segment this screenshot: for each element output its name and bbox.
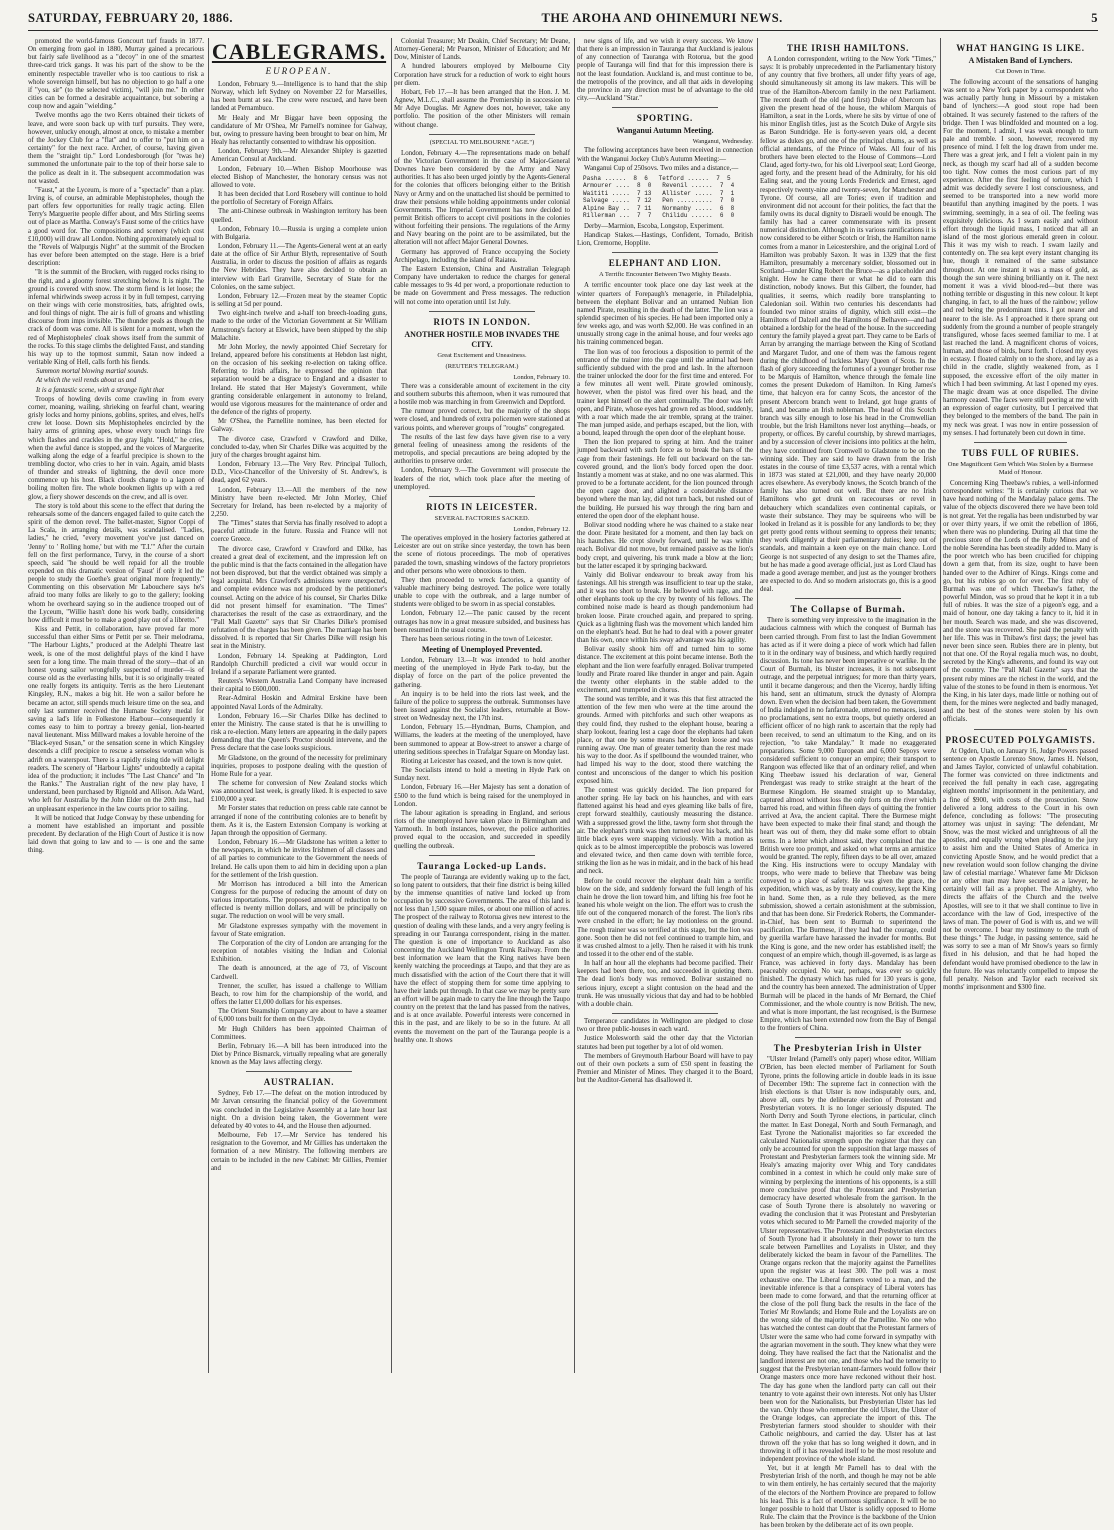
divider: [429, 496, 535, 497]
article-subheadline: A Mistaken Band of Lynchers.: [968, 56, 1073, 65]
cable-item: London, February 14. Speaking at Paddington, Lord Randolph Churchill predicted a civil war would occur in Ireland if a separate Parliament were granted.: [211, 652, 387, 676]
article-paragraph: Troops of howling devils come crawling in from every corner, moaning, wailing, shrieking on fearful chant, wearing grisly locks and horny pinions, goblins, sprites, and elves, hell's crew let loose. Down sits Mephistopheles encircled by the hairy arms of grinning apes, whose every touch brings fire which flashes and crackles in the gray light. "Hold," he cries, when the awful dance is stopped, and the voices of Marguerite walking along the edge of a fearful precipice is shown to the trembling doctor, who cries to her in vain. Again, amid blasts of thunder and streaks of lightning, the devil once more commence up his host. Black clouds change to a lagoon of boiling molten fire. The whole bookmen lights up with a red glow, a fiery shower descends on the crew, and all is over.: [28, 395, 204, 501]
article-paragraph: They then proceeded to wreck factories, a quantity of valuable machinery being destroyed. The police were totally unable to cope with the outbreak, and a large number of students were obliged to be sworn in as special constables.: [394, 576, 570, 609]
column-1: [28, 38, 204, 1373]
article-subheadline: One Magnificent Gem Which Was Stolen by a Burmese Maid of Honour.: [947, 460, 1094, 476]
article-paragraph: The lion was of too ferocious a disposition to permit of the entrance of the trainer into the cage until the animal had been sufficiently subdued with the prod and lash. In the afternoon the trainer unlocked the door for the first time and entered. For a few minutes all went well. Pirate growled ominously, however, when the pistol was fired over his head, and the trainer kept himself on the alert continually. The door was left open, and Pirate, whose eyes had grown red as blood, suddenly, with a roar which made the air tremble, sprang at the trainer. The man jumped aside, and perhaps escaped, but the lion, with a bound, leaped through the open door of the elephant house.: [577, 348, 753, 438]
column-rule: [208, 38, 209, 1373]
cable-item: Two eight-inch twelve and a-half ton breech-loading guns, made to the order of the Victorian Government at Sir William Armstrong's factory at Elswick, have been shipped by the ship Malachite.: [211, 310, 387, 342]
cable-item: The anti-Chinese outbreak in Washington territory has been quelled.: [211, 208, 387, 224]
divider: [612, 107, 718, 108]
article-source: (REUTER'S TELEGRAM.): [445, 362, 519, 370]
article-subheadline: ANOTHER HOSTILE MOB INVADES THE CITY.: [404, 329, 560, 349]
masthead-date: SATURDAY, FEBRUARY 20, 1886.: [28, 10, 234, 25]
article-paragraph: It will be noticed that Judge Conway by these unbending for a moment have established an important and possible precedent. By declaration of the High Court of Justice it is now laid down that going to law and to — is one and the same thing.: [28, 814, 204, 855]
article-paragraph: The following account of the sensations of hanging was sent to a New York paper by a correspondent who was actually partly hung in Missouri by a mistaken band of lynchers:—A good stout rope had been obtained. It was securely fastened to the rafters of the bridge. Then I was blindfolded and mounted on a log. For the moment, I admit, I was weak enough to turn pale and tremble. I soon, however, recovered my presence of mind. I felt the log drawn from under me. There was a great jerk, and I felt a violent pain in my neck, as though my scarf had all of a sudden become too tight. Now comes the most curious part of my experience. After the first feeling of torture, which I admit was decidedly severe I lost consciousness, and seemed to be transported into a new world more beautiful than anything imagined by the poets. I was swimming, seemingly, in a sea of oil. The feeling was exquisitely delicious. As I swam easily and without effort through the liquid mass, I noticed that all an island of the most glorious emerald green in colour. This it was my wish to reach. I swam lazily and contentedly on. The sea kept every instant changing its hue, though it remained of the same substance throughout. At one instant it was a mass of gold, as though the sun were shining brilliantly on it. The next moment it was a vivid blood-red—but there was nothing terrible or disgusting in this new colour. It kept changing, in fact, to all the hues of the rainbow; yellow and red being the predominant tints. I got nearer and nearer to the isle. As I approached it there sprang out suddenly from the ground a number of people strangely transfigured, whose faces seemed familiar to me. I at last reached the land. A magnificent chorus of voices, human, and those of birds, burst forth. I closed my eyes in ecstasy. I floated calmly on to the shore, and lay as a child in the cradle, slightly weakened from, as I supposed, the excessive effort of the oily matter in which I had been swimming. At last I opened my eyes. The magic dream was at once dispelled. The divine harmony ceased. The faces were still peering at me with an expression of eager curiosity, but I perceived that they belonged to the members of the band. The pain in my neck was great. I was now in entire possession of my senses. I had fortunately been cut down in time.: [943, 79, 1098, 437]
article-paragraph: At Ogden, Utah, on January 16, Judge Powers passed sentence on Apostle Lorenzo Snow, James H. Nelson, and James Taylor, convicted of unlawful cohabitation. The former was convicted on three indictments and received the full penalty in each case, aggregating eighteen months' imprisonment in the penitentiary, and a fine of $900, with costs of the prosecution. Snow delivered a long address to the Court in his own defence, concluding as follows: "The prosecuting attorney was unjust in saying: 'The defendant, Mr Snow, was the most wicked and unrighteous of all the apostles, and equally wrong when pleading to the jury to assist him and the United States of America in convicting Apostle Snow, and he would predict that a new revelation would soon follow changing the divine law of celestial marriage.' Whatever fame Mr Dickson or any other man may have secured as a lawyer, he certainly will fail as a prophet. The Almighty, who directs the affairs of the Church and the twelve Apostles, will see to it that we shall continue to live in accordance with the law of God, irrespective of the laws of man. The power of God is with us, and we will not be overcome. I bear my testimony to the truth of these things." The Judge, in passing sentence, said he was sorry to see a man of Mr Snow's years so firmly fixed in his delusion, and that he had hoped the defendant would have promised obedience to the law in the future. He was reluctantly compelled to impose the full penalty. Nelson and Taylor each received six months' imprisonment and $300 fine.: [943, 747, 1098, 992]
divider: [612, 252, 718, 253]
article-paragraph: There is something very impressive to the imagination in the audacious calmness with which the conquest of Burmah has been carried through. From first to last the Indian Government has acted as if it were doing a piece of work which had fallen to it in the ordinary way of business, and which hardly required discussion. Its tone has never been imperative or warlike. In the Court of Burmah, its bluster increases, it is not subsequent outrage, and the perpetual intrigues; for more than thirty years, until it became dangerous; and then the Viceroy, hardly lifting his hand, sent an ultimatum, struck the dynasty of Alompra down. Even when the decision had been taken, the Government of India indulged in no fanfaronade, uttered no menaces, issued no proclamations, sent no extra troops, but quietly ordered an efficient officer of no high rank to ascertain that the reply had been received, to send an ultimatum to the King, and on its rejection, "to take Mandalay." It made no exaggerated preparations. Some 9,000 European and 6,000 Sepoys were considered sufficient to conquer an empire; their transport to Rangoon was effected like that of an ordinary relief, and when King Theebaw issued his declaration of war, General Prendergast was ready to strike straight at the heart of the Burmese Kingdom. He steamed straight up to Mandalay, captured almost without loss the only forts on the river which barred his road, and within fifteen days of quitting the frontier arrived at Ava, the ancient capital. There the Burmese might have been expected to make their final stand; and though the heart was out of them, they did make some effort to obtain terms. In a letter which almost said, they complained that the British were too prompt, and asked on what terms an armistice would be granted. The reply, fifteen days to be all over, amazed the King. His instructions were to occupy Mandalay with troops, who were made to believe that Theebaw was being conveyed to a place of safety. He was given the grace, the expedition, which was, as by treaty and courtesy, kept the King in hand. Some then, as a rule they believed, as the mere submission, showed a certain astonishment at the submission, and that has been done. Sir Frederick Roberts, the Commander-in-Chief, has been sent to Burmah to superintend the pacification. The Burmese, if they had had the courage, could by guerilla warfare have harassed the invader for months. But the King is gone, and the new order has established itself; the conquest of an empire which, though ill-governed, is as large as France, was achieved in forty days. Mandalay has been peaceably occupied. No war, perhaps, was ever so quickly finished. The dynasty which has ruled for 130 years is gone, and the country has been annexed. The administration of Upper Burmah will be placed in the hands of Mr Bernard, the Chief Commissioner, and the whole country is now British. The new, and what is more important, the last recognised, is the Burmese Empire, which has been extended now from the Bay of Bengal to the frontiers of China.: [760, 617, 936, 1033]
article-headline: PROSECUTED POLYGAMISTS.: [945, 734, 1096, 745]
cable-item: London, February 10.—Russia is urging a complete union with Bulgaria.: [211, 225, 387, 241]
article-paragraph: Vainly did Bolivar endeavour to break away from his fastenings. All his strength was insufficient to tear up the stake, and it was too short to break. He bellowed with rage, and the other elephants took up the cry by twenty of his fellows. The combined noise made is heard as though pandemonium had broken loose. Pirate crouched again, and prepared to spring. Quick as a lightning flash was the movement which landed him on the elephant's head. But he had to deal with a power greater than his own, once within his sway advantage was his agility.: [577, 571, 753, 645]
article-paragraph: "Faust," at the Lyceum, is more of a "spectacle" than a play. Irving is, of course, an admirable Mephistopheles, though the part offers few opportunities for really tragic acting. Ellen Terry's Marguerite people differ about, and Mrs Stirling seems out of place as Martha. Conway's Faust some of the critics have a good word for. The compositions and scenery (which cost £10,000) will draw all London. Nothing approximately equal to the "Revels of Walpurgis Night" at the summit of the Brocken has ever before been attempted on the stage. Here is a brief description:: [28, 186, 204, 268]
divider: [246, 1071, 352, 1072]
article-subheadline: A Terrific Encounter Between Two Mighty Beasts.: [599, 271, 731, 279]
page-number: 5: [1091, 10, 1098, 25]
article-paragraph: The sound was terrible, and it was this that first attracted the attention of the few men who were at the time around the grounds. Armed with pitchforks and such other weapons as they could find, they rushed to the elephant house, bearing a sharp lookout, fearing lest a cage door the elephants had taken place, or that one by some means had broken loose and was running away. One man of greater temerity than the rest made his way to the door. As if spellbound the wounded trainer, who had limped his way to the door, stood there watching the contest and unconscious of the danger to which his position exposed him.: [577, 696, 753, 785]
section-heading: AUSTRALIAN.: [263, 1077, 335, 1088]
masthead: [28, 8, 1098, 28]
article-headline: THE IRISH HAMILTONS.: [786, 43, 910, 53]
article-paragraph: In half an hour all the elephants had become pacified. Their keepers had been there, too, and succeeded in quieting them. The dead lion's body was removed. Bolivar sustained no serious injury, except a slight contusion on the head and the trunk. He was unusually vicious that day and had to be hobbled with a double chain.: [577, 960, 753, 1008]
column-5: [760, 38, 936, 1530]
article-headline: The Presbyterian Irish in Ulster: [773, 1043, 923, 1054]
cable-item: The Corporation of the city of London are arranging for the reception of notables visiting the Indian and Colonial Exhibition.: [211, 939, 387, 964]
cable-item: Mr Gladstone, on the ground of the necessity for preliminary inquiries, proposes to postpone dealing with the question of Home Rule for a year.: [211, 754, 387, 778]
article-paragraph: Rioting at Leicester has ceased, and the town is now quiet.: [401, 757, 563, 765]
cable-item: London, February 12.—Frozen meat by the steamer Coptic is selling at 5d per pound.: [211, 292, 387, 309]
column-3: [394, 38, 570, 1373]
article-paragraph: Handicap Stakes.—Hastings, Confident, Tornado, British Lion, Cremorne, Hopplite.: [577, 232, 753, 248]
cable-item: Mr O'Shea, the Parnellite nominee, has been elected for Galway.: [211, 418, 387, 434]
article-paragraph: The members of Greymouth Harbour Board will have to pay out of their own pockets a sum of £50 spent in feasting the Premier and Minister of Mines. They charged it to the Board, but the Auditor-General has disallowed it.: [577, 1052, 753, 1085]
article-paragraph: The Socialists intend to hold a meeting in Hyde Park on Sunday next.: [394, 767, 570, 783]
article-paragraph: The story is told about this scene to the effect that during the rehearsals some of the dancers engaged failed to quite catch the spirit of the demon revel. The ballet-master, Signor Coppi of La Scala, in arranging details, was scandalised. "Ladies, ladies," he cried, "every movement you've just danced on 'Jenny' to ' Rolling home,' but with me 'T.I.'" After the curtain fell on the first performance, Turvy, in the course of a short speech, said "he should be well repaid for all the trouble expended on this dramatic version of 'Faust' if only it led the people to study the Goethe's great original more frequently." Commenting on this observation Mr Labouchere says he's afraid too many folks are likely to go to the gallery; looking whom he overheard saying so in the audience trooped out of the Lyceum, "Willie hasn't done his work badly, considering how difficult it must be to make a good play out of a libretto.": [28, 502, 204, 624]
poem-line: Summon mortal blowing martial sounds.: [36, 368, 149, 376]
article-subheadline: Meeting of Unemployed Prevented.: [421, 645, 543, 655]
article-paragraph: Then the lion prepared to spring at him. And the trainer jumped backward with such force as to break the bars of the cage from their fastenings. He fell out backward on the tan-covered ground, and the lion's body forced open the door. Instantly a moment was at stake, and no one was alarmed. This proved to be a fortunate accident, for the lion pounced through the open cage door, and alighted a considerable distance beyond where the man lay, did not turn back, but rushed out of the building. He pursued his way through the ring barn and entered the open door of the elephant house.: [577, 439, 753, 520]
article-deck: Great Excitement and Uneasiness.: [437, 351, 527, 359]
cable-item: It has been decided that Lord Rosebery will continue to hold the portfolio of Secretary of Foreign Affairs.: [211, 191, 387, 207]
article-headline: RIOTS IN LEICESTER.: [426, 501, 538, 512]
article-headline: The Collapse of Burmah.: [790, 604, 906, 615]
article-paragraph: London, February 13.—It was intended to hold another meeting of the unemployed in Hyde Park to-day, but the display of force on the part of the police prevented the gathering.: [394, 657, 570, 689]
article-paragraph: "Ulster Ireland (Parnell's only paper) whose editor, William O'Brien, has been elected member of Parliament for South Tyrone, prints the following article in double leads in its issue of December 19th: The supreme fact in connection with the Irish elections is that Ulster is now indisputably ours, and, above all, ours by the deliberate election of Protestant and Presbyterian voters. It is no longer seriously disputed. The North Derry and South Tyrone elections, in particular, clinch the matter. In East Donegal, North and South Fermanagh, and East Tyrone the Nationalist majorities so far exceeded the calculated Nationalist strength upon the register that they can only be accounted for upon the supposition that large masses of Protestant and Presbyterian farmers took the winning side. Mr Healy's amazing majority over Whig and Tory candidates combined in a contest in which he could only make sure of winning by perplexing the intentions of his opponents, is a still more conclusive proof that the Protestant and Presbyterian democracy have deserted wholesale from the garrison. In the case of South Tyrone there is absolutely no wavering or evading the conclusion that it was Protestant and Presbyterian votes which secured to Mr Parnell the crowded majority of the Ulster representatives. The Protestant and Presbyterian electors of South Tyrone had it absolutely in their power to turn the scale between Parnellites and Loyalists in Ulster, and they deliberately kicked the beam in favour of the Parnellites. The Orange organs reckon that the majority against the Parnellites upon the register was at least 300. The poll was a most exhaustive one. The Liberal farmers voted to a man, and the inevitable inference is that a conspiracy of Liberal voters has been made to come forward, and that the returning officer at the close of the poll flung back the results in the face of the Tories' Mr Rowlands; and Home Rule and the Loyalists are on the wrong side of the majority of the Parnellite. No one who has watched the contest can doubt that the Protestant farmers of Ulster were the same who had come forward in sympathy with the agrarian movement in the south. They knew what they were doing. They have realised the fact that the Nationalist and the landlord interest are not one, and those who had the temerity to suggest that the Presbyterian tenant-farmers would follow their Orange masters once more have reckoned without their host. The day has gone when the landlord party can call out their tenantry to vote against their own interests. Not only has Ulster been won for the Nationalists, but Presbyterian Ulster has led the van. Only those who remember the old Ulster, the Ulster of the Orange lodges, can appreciate the import of this. The Presbyterian farmers stood shoulder to shoulder with their Catholic neighbours, and carried the day. Ulster has at last thrown off the yoke that has so long weighed it down, and in throwing it off it has revealed itself to be the most resolute and independent province of the whole island.: [760, 1056, 936, 1463]
article-paragraph: Bolivar stood nodding where he was chained to a stake near the door. Pirate hesitated for a moment, and then lay back on his haunches. He crept slowly forward, until he was within reach. Bolivar did not move, but remained passive as the lion's body crept, and quivering, his trunk made a blow at the lion; but the latter escaped it by springing backward.: [577, 521, 753, 570]
cable-item: Sydney, Feb 17.—The defeat on the motion introduced by Mr Jarvan censuring the financial policy of the Government was concluded in the Legislative Assembly at a late hour last night. On a division being taken, the Government were defeated by 40 votes to 44, and the House then adjourned.: [211, 1090, 387, 1130]
divider: [974, 729, 1067, 730]
cable-item: Mr Gladstone expresses sympathy with the movement in favour of State emigration.: [211, 922, 387, 938]
masthead-title: THE AROHA AND OHINEMURI NEWS.: [541, 10, 783, 25]
article-subheadline: SEVERAL FACTORIES SACKED.: [434, 514, 530, 522]
article-paragraph: An inquiry is to be held into the riots last week, and the failure of the police to suppress the outbreak. Summonses have been issued against the Socialist leaders, returnable at Bow-street on Wednesday next, the 17th inst.: [394, 690, 570, 723]
divider: [429, 855, 535, 856]
dateline: London, February 12.: [513, 525, 570, 533]
dateline: Wanganui, Wednesday.: [692, 138, 753, 146]
column-rule: [757, 38, 758, 1373]
cable-item: A hundred labourers employed by Melbourne City Corporation have struck for a reduction of work to eight hours per diem.: [394, 63, 570, 87]
cable-item: The death is announced, at the age of 73, of Viscount Cardwell.: [211, 965, 387, 981]
divider: [612, 1013, 718, 1014]
article-paragraph: There was a considerable amount of excitement in the city and southern suburbs this afternoon, when it was rumoured that a hostile mob was marching in from Greenwich and Deptford.: [394, 382, 570, 407]
article-paragraph: The following acceptances have been received in connection with the Wanganui Jockey Club's Autumn Meeting:—: [577, 147, 753, 163]
section-heading: SPORTING.: [636, 113, 694, 124]
cable-item: London, February 4.—The representations made on behalf of the Victorian Government in the case of Major-General Downes have been considered by the Army and Navy authorities. It has also been urged jointly by the Agents-General for the colonies that officers belonging either to the British Navy or Army and on the unattached list should be permitted to draw their pensions while holding appointments under colonial Governments. The Imperial Government has now decided to permit British officers to accept civil positions in the colonies without forfeiting their pensions. The regulations of the Army and Navy bearing on the point are to be assimilated, but the alteration will not affect Major General Downes.: [394, 149, 570, 247]
article-paragraph: Justice Molesworth said the other day that the Victorian statutes had been put together by a lot of old women.: [577, 1035, 753, 1051]
cable-item: Reuters's Western Australia Land Company have increased their capital to £600,000.: [211, 678, 387, 694]
article-paragraph: The operatives employed in the hosiery factories gathered at Leicester are out on strike since yesterday, the town has been the scene of riotous proceedings. The mob of operatives paraded the town, smashing windows of the factory proprietors and other persons who were obnoxious to them.: [394, 535, 570, 575]
cable-item: London, February 13.—The Very Rev. Principal Tulloch, D.D., Vice-Chancellor of the University of St. Andrew's, is dead, aged 62 years.: [211, 461, 387, 485]
cable-item: Hobart, Feb 17.—It has been arranged that the Hon. J. M. Agnew, M.L.C., shall assume the Premiership in succession to Mr Adye Douglas. Mr Agnew does not, however, take any portfolio. The position of the other Ministers will remain without change.: [394, 88, 570, 129]
cable-item: London, February 10.—When Bishop Moorhouse was elected Bishop of Manchester, the honorary census was not allowed to vote.: [211, 165, 387, 189]
column-rule: [391, 38, 392, 1373]
article-paragraph: London, February 16.—Her Majesty has sent a donation of £500 to the fund which is being raised for the unemployed in London.: [394, 784, 570, 808]
cable-item: London, February 11.—The Agents-General went at an early date at the office of Sir Arthur Blyth, representative of South Australia, in order to discuss the position of affairs as regards the New Hebrides. They have also decided to obtain an interview with Earl Granville, Secretary of State for the Colonies, on the same subject.: [211, 242, 387, 291]
cable-item: Colonial Treasurer; Mr Deakin, Chief Secretary; Mr Deane, Attorney-General; Mr Pearson, Minister of Education; and Mr Dow, Minister of Lands.: [394, 38, 570, 62]
article-paragraph: The people of Tauranga are evidently waking up to the fact, so long patent to outsiders, that their fine district is being killed by the immense quantities of native land locked up from occupation by successive Governments. The area of this land is not less than 1,500 square miles, or about one million of acres. The prospect of the railway to Rotorua gives new interest to the question of dealing with these lands, and a very angry feeling is spreading in our Tauranga correspondent, rising in the matter. The question is one of importance to Auckland as also concerning the Auckland Wellington Trunk Railway. From the best information we learn that the King natives have been keenly watching the proceedings at Taupo, and that they are as much dissatisfied with the action of the Court there that it will have the effect of stopping them for some time applying to have their lands put through. In that case we may be pretty sure an effort will be again made to carry the line through the Taupo country on the pretext that the land has passed from the natives, and is at once available. Powerful interests were concerned in this in the past, and are likely to be so in the future. At all events the movement on the part of the Tauranga people is a healthy one. It shows: [394, 873, 570, 1044]
acceptances-table: Pasha ...... 8 6 Tetford ...... 7 5 Armourer .... 8 0 Revenil ...... 7 4 Waititi ..... 7 13 Allister ..... 7 1 Salvage ..... 7 12 Pen .......... 7 0 Alpine Bay .. 7 11 Normanby ..... 6 8 Rillerman ... 7 7 Chilidu ...... 6 0: [583, 174, 735, 220]
masthead-rule: [28, 30, 1098, 31]
column-4: [577, 38, 753, 1373]
article-paragraph: Before he could recover the elephant dealt him a terrific blow on the side, and suddenly forward the full length of his chain he drove the lion toward him, and lifting his free foot he leaned his whole weight on the lion. The effort was to crush the life out of the conquered monarch of the forest. The lion's ribs were crushed in the effort; he lay motionless on the ground. The rough trainer was so terrified at this stage, but the lion was gone. Soon then he did not feel continued to trample him, and it was crushed almost to a jelly. Then he raised it with his trunk and tossed it to the other end of the stable.: [577, 877, 753, 958]
section-subheading: (SPECIAL TO MELBOURNE "AGE."): [429, 138, 535, 146]
divider: [974, 442, 1067, 443]
section-subheading: EUROPEAN.: [265, 66, 333, 76]
cable-item: Mr Hugh Childers has been appointed Chairman of Committees.: [211, 1025, 387, 1041]
article-headline: Tauranga Locked-up Lands.: [417, 860, 547, 871]
divider: [429, 311, 535, 312]
column-7: [943, 38, 1098, 1373]
article-paragraph: There has been serious rioting in the town of Leicester.: [401, 635, 553, 643]
cable-item: The "Times" states that Servia has finally resolved to adopt a peaceful attitude in the future. Russia and France will not coerce Greece.: [211, 520, 387, 544]
cable-item: The Orient Steamship Company are about to have a steamer of 6,000 tons built for them on the Clyde.: [211, 1008, 387, 1024]
column-rule: [574, 38, 575, 1373]
article-subheadline: Wanganui Autumn Meeting.: [616, 126, 714, 136]
cable-item: Mr John Morley, the newly appointed Chief Secretary for Ireland, appeared before his constituents at Hebdon last night, on the occasion of his seeking re-election on taking office. Referring to Irish affairs, he expressed the opinion that separation would be a disgrace to England and a disaster to Ireland. He stated that Her Majesty's Government, while granting considerable enlargement in autonomy to Ireland, would use vigorous measures for the maintenance of order and the defence of the rights of property.: [211, 343, 387, 417]
column-2: [211, 38, 387, 1373]
article-paragraph: Bolivar easily shook him off and turned him to some distance. The excitement at this point became intense. Both the elephant and the lion were fearfully enraged. Bolivar trumpeted loudly and Pirate roared like thunder in anger and pain. Again the twenty other elephants in the stable added to the excitement, and trumpeted in chorus.: [577, 646, 753, 694]
article-paragraph: London, February 9.—The Government will prosecute the leaders of the riot, which took place after the meeting of unemployed.: [394, 467, 570, 491]
article-paragraph: new signs of life, and we wish it every success. We know that there is an impression in Tauranga that Auckland is jealous of any connection of Tauranga with Rotorua, but the good people of Tauranga will find that for this impression there is not the least foundation. Auckland is, and must continue to be, the metropolis of the province, and all that aids in developing the province in any direction must be of advantage to the old city.—Auckland "Star.": [577, 38, 753, 103]
section-heading: CABLEGRAMS.: [211, 39, 387, 64]
divider: [795, 598, 901, 599]
poem-line: It is a fantastic scene, with a strange light that: [36, 386, 164, 394]
article-paragraph: A London correspondent, writing to the New York "Times," says: It is probably unprecedented in the Parliamentary history of any country that five brothers, all under fifty years of age, should simultaneously sit among its law makers. This will be true of the Hamilton-Abercorn family in the next Parliament. The recent death of the old (and first) Duke of Abercorn has given the present head of the house, the whilom Marquis of Hamilton, a seat in the Lords, where he sits by virtue of one of his minor English titles, just as the Scotch Duke of Argyle sits as Baron Sundridge. He is forty-seven years old, a decent fellow as dukes go, and one of the principal chums, as well as official attendants, of the Prince of Wales. All four of his brothers have been elected to the House of Commons—Lord Claud, aged forty-two, for his old Liverpool seat; Lord George, aged forty, and the present head of the Admiralty, for his old Ealing seat, and the young Lords Frederick and Ernest, aged respectively twenty-nine and twenty-seven, for Manchester and Tyrone. Of course, all are Tories; even if tradition and environment did not account for their politics, the fact that the family owns its ducal dignity to Disraeli would be enough. The family has had a career commensurate with its present numerical distinction. Although in its various ramifications it is now considered to be either Scotch or Irish, the Hamilton name comes from a manor in Leicestershire, and the original Lord of Hamilton was probably Saxon. It was in 1329 that the first Hamilton, presumably a mercenary soldier, blossomed out in Scotland—under King Robert the Bruce—as a placeholder and knight. How he came there or what he did to earn this distinction, nobody knows. But this Gilbert, the founder, had qualities, it seems, which readily bore transplanting to Caledonian soil. Within two centuries his descendants had founded two minor strains of dignity, which still exist—the Hamiltons of Dalzell and the Hamiltons of Belhaven—and had obtained a lordship for the head of the house. In the succeeding century the family played a great part. They came to be Earls of Arran by arranging the marriage between the King of Scotland and Margaret Tudor, and one of them was the famous regent during the childhood of luckless Mary Queen of Scots. In the flash of glory succeeding the fortunes of a younger brother rose to be Marquis of Hamilton, whence through the female line comes the present Dukedom of Hamilton. In King James's time, that halcyon era for canny Scots, the ancestor of the present Abercorn branch went to Ireland, got huge grants of land, and became an Irish nobleman. The head of this Scotch branch was silly enough to lose his head in the Cromwellian trouble, but the Irish Hamiltons never lost anything—heads, or property, or offices. By careful courtship, by shrewd marriages, and by a succession of clever incisions into politics at the helm, they have continued from Cromwell to Gladstone to be on the winning side. They are said to have drawn from the Irish estates in the course of time £3,537 acres, with a rental which in 1873 was stated at £21,000, and they have nearly 20,000 acres elsewhere. As everybody knows, the Scotch branch of the family has also turned out well. But there are no Irish Hamiltons who get drunk on racecourses or revel in debauchery which scandalizes even continental capitals, or waste their substance. They may be squireens who will be looked in Ireland as it is possible for any landlords to be; they get pretty good rents without seeming to oppress their tenants; they work diligently at their parliamentary duties; keep out of scandals, and maintain a keen eye on the main chance. Lord George is not suspected of any design to set the Thames afire, but he has made a good average official, just as Lord Claud has made a good average member, and just as the younger brothers are expected to do. And so modern aristocrats go, this is a good deal.: [760, 56, 936, 594]
article-paragraph: The rumour proved correct, but the majority of the shops were closed, and hundreds of extra policemen were stationed at various points, and wherever groups of "roughs" congregated.: [394, 408, 570, 432]
cable-item: Rear-Admiral Hoskin and Admiral Erskine have been appointed Naval Lords of the Admiralty.: [211, 695, 387, 711]
divider: [795, 1037, 901, 1038]
cable-item: Berlin, February 16.—A bill has been introduced into the Diet by Prince Bismarck, virtually repealing what are generally known as the May laws affecting clergy.: [211, 1042, 387, 1067]
divider: [429, 134, 535, 135]
cable-item: Melbourne, Feb 17.—Mr Service has tendered his resignation to the Governor, and Mr Gillies has undertaken the formation of a new Ministry. The following members are certain to be included in the new Cabinet: Mr Gillies, Premier and: [211, 1132, 387, 1172]
cable-item: The Eastern Extension, China and Australian Telegraph Company have undertaken to reduce the charges for general cable messages to 9s 4d per word, a proportionate reduction to be made on Government and Press messages. The reduction will not come into operation until 1st July.: [394, 265, 570, 306]
article-paragraph: "It is the summit of the Brocken, with rugged rocks rising to the right, and a gloomy forest stretching below. It is night. The ground is covered with snow. The storm fiend is let loose; the infernal whirlwinds sweep across it by in full tempest, carrying on their wings with cerie monstrosities, bats, afrighted owls, and foul things of night. The air is full of groans and whistling discourse from imps invisible. The thunder peals as though the crack of doom was come. All is silent for a moment, when the red of Mephistopheles' cloak shows itself from the summit of the rocks. To this stage climbs the delighted Faust, and standing his way up to the topmost summit, Satan now indeed a veritable King of Hell, calls forth his fiends.: [28, 269, 204, 367]
article-deck: Cut Down in Time.: [995, 68, 1046, 75]
dateline: London, February 10.: [513, 373, 570, 381]
article-paragraph: Yet, but it at length Mr Parnell has to deal with the Presbyterian Irish of the north, and though he may not be able to win them entirely, he has certainly secured that the majority of the electors of the Northern Province are prepared to follow his lead. This is a fact of enormous significance. It will be no longer possible to hold that Ulster is solidly opposed to Home Rule. The claim that the Province is the backbone of the Union has been broken by the deliberate act of its own people.: [760, 1465, 936, 1530]
article-paragraph: The results of the last few days have given rise to a very general feeling of uneasiness among the residents of the metropolis, and special precautions are being adopted by the authorities to preserve order.: [394, 433, 570, 466]
cable-item: London, February 9.—Intelligence is to hand that the ship Norway, which left Sydney on November 22 for Marseilles, has been burnt at sea. The crew were rescued, and have been landed at Pernambuco.: [211, 81, 387, 113]
article-paragraph: Wanganui Cup of 250sovs. Two miles and a distance,—: [584, 164, 739, 172]
article-paragraph: The contest was quickly decided. The lion prepared for another spring. He lay back on his haunches, and with ears flattened against his head and eyes gleaming like balls of fire, crept forward stealthily, cautiously measuring the distance. With a suppressed growl the lithe, tawny form shot through the air. The elephant's trunk was then turned over his back, and his little black eyes were snapping viciously. With a motion as quick as to be almost imperceptible the proboscis was lowered and elevated twice, and then came down with terrible force, striking the lion as he was in midair, and in the back of his head and neck.: [577, 786, 753, 876]
article-paragraph: Derby—Marmion, Escoba, Longstop, Experiment.: [584, 222, 724, 230]
cable-item: London, February 9th.—Mr Alexander Shipley is gazetted American Consul at Auckland.: [211, 148, 387, 164]
cable-item: The divorce case, Crawford v Crawford and Dilke, has created a great deal of excitement, and the impression left on the public mind is that the facts contained in the allegation have not been disproved, but that the verdict obtained was simply a legal acquittal. Mrs Crawford's admissions were unexpected, and complete evidence was not produced by the petitioner's counsel. Acting on the advice of his counsel, Sir Charles Dilke did not present himself for examination. "The Times" characterises the result of the case as extraordinary, and the "Pall Mall Gazette" says that Sir Charles Dilke's promised refutation of the charges has been given. The marriage has been dissolved. It is reported that Sir Charles Dilke will resign his seat in the Ministry.: [211, 545, 387, 651]
article-paragraph: promoted the world-famous Goncourt turf frauds in 1877. On emerging from gaol in 1880, Murray gained a precarious but fairly safe livelihood as a "decoy" in one of the smartest three-card trick gangs. It was his part of the show to be the eminently respectable traveller who is too cautious to risk a whole sovereign himself, but has no objection to go half a one if "you, sir" (to the selected victim), "will join me." In other cities can be formed a desirable acquaintance, but sobering a coup now and again "wielding.": [28, 38, 204, 111]
article-paragraph: London, February 15.—Hyndman, Burns, Champion, and Williams, the leaders at the meeting of the unemployed, have been summoned to appear at Bow-street to answer a charge of uttering seditious speeches in Trafalgar Square on Monday last.: [394, 724, 570, 756]
article-headline: WHAT HANGING IS LIKE.: [956, 43, 1085, 53]
article-headline: RIOTS IN LONDON.: [433, 316, 531, 327]
article-paragraph: A terrific encounter took place one day last week at the winter quarters of Forepaugh's menagerie, in Philadelphia, between the elephant Bolivar and an untamed Nubian lion named Pirate, resulting in the death of the latter. The lion was a splendid specimen of his species. He had been imported only a few weeks ago, and was worth $2,000. He was confined in an unusually strong cage in the animal house, and four weeks ago his training commenced began.: [577, 282, 753, 347]
cable-item: Mr Healy and Mr Biggar have been opposing the candidature of Mr O'Shea, Mr Parnell's nominee for Galway, but, owing to pressure having been brought to bear on him, Mr Healy has reluctantly consented to withdraw his opposition.: [211, 114, 387, 147]
cable-item: London, February 16.—Sir Charles Dilke has declined to enter the Ministry. The cause stated is that he is unwilling to risk a re-election. Many letters are appearing in the daily papers demanding that the Queen's Proctor should intervene, and the Press declare that the case looks suspicious.: [211, 712, 387, 753]
article-paragraph: Temperance candidates in Wellington are pledged to close two or three public-houses in each ward.: [577, 1018, 753, 1034]
cable-item: Mr Morrison has introduced a bill into the American Congress for the purpose of reducing the amount of duty on various importations. The proposed amount of reduction to be effected is twenty million dollars, and will be principally on sugar. The reduction on wool will be very small.: [211, 880, 387, 921]
article-paragraph: Kiss and Pettit, in collaboration, have proved far more successful than either Sims or Pettit per se. Their melodrama, "The Harbour Lights," produced at the Adelphi Theatre last week, is one of the most delightful plays of the kind I have seen for a long time. The main thread of the story—that of an honest young sailor wrongfully suspected of murder—is of course old as the everlasting hills, but it is so originally treated one really forgets its antiquity. Terris as the hero Lieutenant Kingsley, R.N., makes a big hit. He won a sailor before he became an actor, still spends much leisure time on the sea, and only last summer received the Humane Society medal for saving a lad's life in Folkestone Harbour—consequently it comes easy to him to portray a breezy genial, lion-hearted naval lieutenant. Miss Millward makes a lovable heroine of the "Black-eyed Susan," or the sensation scene in which Kingsley descends a cliff precipice to rescue a senseless woman who is adrift on a waterspout. There is a rapidly rising tide will delight readers. The scenery of "Harbour Lights" undoubtedly a capital idea of the production; it includes "The Last Chance" and "In the Ranks." The Australian right of the new play have, I understand, been purchased by Rignold and Allison. Ada Ward, who left for Australia by the John Elder on the 20th inst., had an unpleasant experience in the law courts prior to sailing.: [28, 626, 204, 813]
article-paragraph: Concerning King Theebaw's rubies, a well-informed correspondent writes: "It is certainly curious that we have heard nothing of the Mandalay palace gems. The value of the objects discovered there we have been told is not great. Yet the regalia has been undisturbed by war or over thirty years, if we omit the rebellion of 1866, when there was no plundering. During all that time the precious store of the Lords of the Ruby Mines and of the noble Serendina has been steadily added to. Many is the poor wretch who has been crucified for chipping down a gem that, from its size, ought to have been handed over to the Adhirer of Kings. Kings come and go, but his rubies go on for ever. The first ruby of Burmah was one of which Theebaw's father, the powerful Mindon, was so proud that he kept it in a tub full of rubies. It was the size of a pigeon's egg, and a maid of honour, one day taking a fancy to it, hid it in her mouth. Search was made, and she was discovered, and the stone was recovered. She paid the penalty with her life. This was in Thibaw's first days; the jewel has never been since seen. Rubies there are in plenty, but not that one. Of the Royal regalia much was, no doubt, secreted by the King's adherents, and found its way out of the country. The "Pall Mall Gazette" says that the present ruby mines are the richest in the world, and the value of the stones to be found in them is enormous. Yet the King, in his later days, made little or nothing out of them, for the mines were neglected and badly managed, and the best of the stones were stolen by his own officials.: [943, 479, 1098, 724]
cable-item: London, February 16.—Mr Gladstone has written a letter to the newspapers, in which he invites Irishmen of all classes and of all parties to communicate to the Government the needs of Ireland. He calls upon them to aid him in deciding upon a plan for the settlement of the Irish question.: [211, 839, 387, 879]
cable-item: The divorce case, Crawford v Crawford and Dilke, concluded to-day, when Sir Charles Dilke was acquitted by the jury of the charges brought against him.: [211, 435, 387, 459]
column-rule: [940, 38, 941, 1373]
article-paragraph: Twelve months ago the two Kerrs obtained their tickets of leave, and were soon back up with turf pursuits. They were, however, unlucky enough, almost at once, to mistake a member of the Jockey Club for a "flat" and to offer to "put him on a certainty" for the next race. Archer, of course, having given them the "straight tip." Lord Londesborough (for "twas he) summoned the unfortunate pair to the top of their horse sale to the police as dealt in it. The subsequent accommodation was not wasted.: [28, 112, 204, 185]
article-headline: ELEPHANT AND LION.: [608, 258, 722, 269]
cable-item: The scheme for conversion of New Zealand stocks which was announced last week, is greatly liked. It is expected to save £100,000 a year.: [211, 779, 387, 804]
cable-item: Trenner, the sculler, has issued a challenge to William Beach, to row him for the championship of the world, and offers the latter £1,000 dollars for his expenses.: [211, 982, 387, 1007]
article-paragraph: The labour agitation is spreading in England, and serious riots of the unemployed have taken place in Birmingham and Yarmouth. In both instances, however, the police authorities proved equal to the occasion, and succeeded in speedily quelling the outbreak.: [394, 809, 570, 850]
article-paragraph: London, February 12.—The panic caused by the recent outrages has now in a great measure subsided, and business has been resumed in the usual course.: [394, 610, 570, 634]
poem-line: At which the veil rends about us and: [36, 377, 137, 385]
article-headline: TUBS FULL OF RUBIES.: [961, 447, 1080, 458]
cable-item: London, February 13.—All the members of the new Ministry have been re-elected. Mr John Morley, Chief Secretary for Ireland, has been re-elected by a majority of 2,250.: [211, 486, 387, 518]
cable-item: Mr Forster states that reduction on press cable rate cannot be arranged if none of the contributing colonies are to benefit by them. As it is, the Eastern Extension Company is working at Japan through the opposition of Germany.: [211, 805, 387, 837]
cable-item: Germany has approved of France occupying the Society Archipelago, including the island of Raiatea.: [394, 248, 570, 264]
